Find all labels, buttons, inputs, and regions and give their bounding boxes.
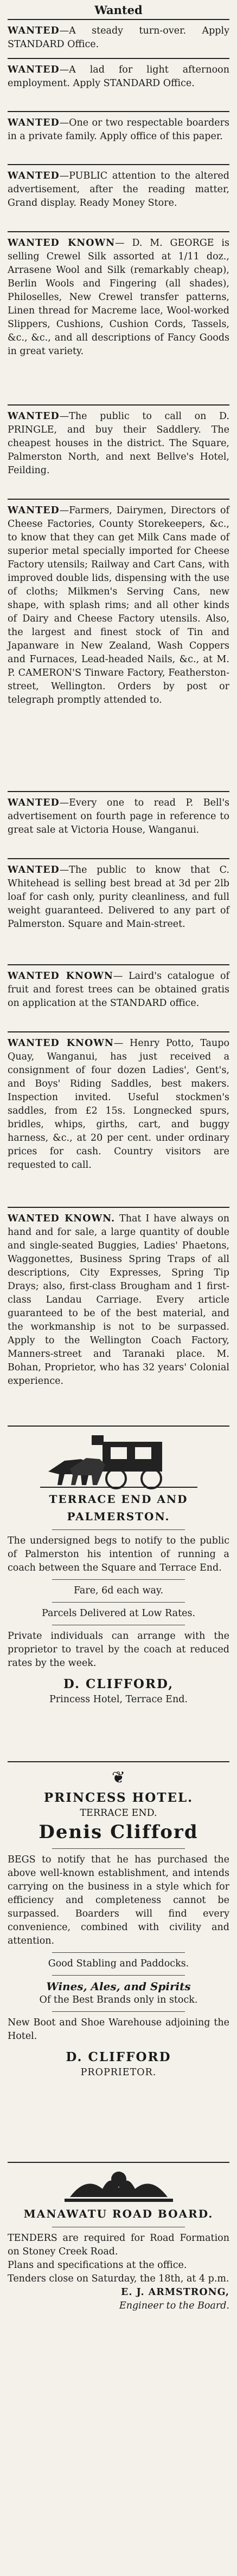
ad-item: WANTED—The public to know that C. Whitehead is selling best bread at 3d per 2lb loaf for cash only, purity cleanliness, and full weight guaranteed. Delivered to any part of Palmerston. Square and Main-street. <box>8 859 229 965</box>
coach-fare: Fare, 6d each way. <box>73 1585 164 1596</box>
ad-item: WANTED—A lad for light afternoon employment. Apply STANDARD Office. <box>8 59 229 112</box>
coach-body: The undersigned begs to notify to the public of Palmerston his intention of running a coach between the Square and Terrace End. <box>8 1535 229 1573</box>
coach-proprietor-name: D. CLIFFORD, <box>63 1677 174 1691</box>
divider <box>52 1602 185 1603</box>
road-board-close: Tenders close on Saturday, the 18th, at 4 p.m. <box>8 2273 229 2284</box>
crest-illustration <box>48 2167 189 2205</box>
wanted-ads <box>8 20 229 1427</box>
divider <box>52 1975 185 1976</box>
ornament-icon: ❦ <box>111 1768 126 1787</box>
divider <box>52 2011 185 2012</box>
ad-item: WANTED—PUBLIC attention to the altered advertisement, after the reading matter, Grand display. Ready Money Store. <box>8 165 229 232</box>
hotel-wines: Wines, Ales, and Spirits <box>46 1980 191 1993</box>
ad-item: WANTED—A steady turn-over. Apply STANDARD Office. <box>8 20 229 59</box>
coach-address: Princess Hotel, Terrace End. <box>49 1694 188 1705</box>
stagecoach-illustration <box>37 1431 200 1490</box>
hotel-footer-title: PROPRIETOR. <box>80 2067 157 2078</box>
hotel-body: BEGS to notify that he has purchased the above well-known establishment, and intends carrying on the business in a style which for efficiency and completeness cannot be surpassed. Boarders will find every convenience, combined with civility and attention. <box>8 1854 229 1946</box>
coach-private: Private individuals can arrange with the proprietor to travel by the coach at reduced rates by the week. <box>8 1631 229 1669</box>
ad-item: WANTED—The public to call on D. PRINGLE, and buy their Saddlery. The cheapest houses in the district. The Square, Palmerston North, and next Bellve's Hotel, Feilding. <box>8 406 229 500</box>
coach-parcels: Parcels Delivered at Low Rates. <box>41 1608 196 1619</box>
road-board-plans: Plans and specifications at the office. <box>8 2260 187 2271</box>
ad-item: WANTED KNOWN. That I have always on hand and for sale, a large quantity of double and single-seated Buggies, Ladies' Phaetons, Waggonettes, Business Spring Traps of all descriptions, City Expresses, Spring Tip Drays; also, first-class Brougham and 1 first-class Landau Carriage. Every article guaranteed to be of the best material, and the workmanship is not to be surpassed. Apply to the Wellington Coach Factory, Manners-street and Taranaki place. M. Bohan, Proprietor, who has 32 years' Colonial experience. <box>8 1208 229 1427</box>
road-board-signer-title: Engineer to the Board. <box>119 2300 229 2311</box>
ad-item: WANTED—Farmers, Dairymen, Directors of Cheese Factories, County Storekeepers, &c., to know that they can get Milk Cans made of superior metal specially imported for Cheese Factory utensils; Railway and Cart Cans, with improved double lids, dispensing with the use of cloths; Milkmen's Serving Cans, new shape, with splash rims; and all other kinds of Dairy and Cheese Factory utensils. Also, the largest and finest stock of Tin and Japanware in New Zealand, Wash Coppers and Furnaces, Lead-headed Nails, &c., at M. P. CAMERON'S Tinware Factory, Featherston-street, Wellington. Orders by post or telegraph promptly attended to. <box>8 500 229 792</box>
road-board-signer: E. J. ARMSTRONG, <box>121 2287 229 2298</box>
divider <box>52 1848 185 1849</box>
ad-item: WANTED—Every one to read P. Bell's advertisement on fourth page in reference to great sale at Victoria House, Wanganui. <box>8 792 229 859</box>
ad-item: WANTED—One or two respectable boarders in a private family. Apply office of this paper. <box>8 112 229 165</box>
divider <box>52 1579 185 1580</box>
ad-item: WANTED KNOWN— Laird's catalogue of fruit and forest trees can be obtained gratis on application at the STANDARD office. <box>8 965 229 1032</box>
hotel-proprietor-name: Denis Clifford <box>39 1821 198 1843</box>
road-board-body: TENDERS are required for Road Formation on Stoney Creek Road. <box>8 2233 229 2257</box>
coach-title: TERRACE END AND PALMERSTON. <box>49 1493 188 1523</box>
road-board-ad <box>8 2163 229 2400</box>
hotel-boots: New Boot and Shoe Warehouse adjoining the Hotel. <box>8 2017 229 2042</box>
hotel-footer-name: D. CLIFFORD <box>66 2050 171 2064</box>
ad-item: WANTED KNOWN— D. M. GEORGE is selling Crewel Silk assorted at 1/11 doz., Arrasene Wool and Silk (remarkably cheap), Berlin Wools and Fingering (all shades), Philoselles, New Crewel transfer patterns, Linen thread for Macreme lace, Wool-worked Slippers, Cushions, Cushion Cords, Tassels, &c., &c., and all descriptions of Fancy Goods in great variety. <box>8 232 229 406</box>
ad-item: WANTED KNOWN— Henry Potto, Taupo Quay, Wanganui, has just received a consignment of four dozen Ladies', Gent's, and Boys' Riding Saddles, best makers. Inspection invited. Useful stockmen's saddles, from £2 15s. Longnecked spurs, bridles, whips, girths, cart, and buggy harness, &c., at 20 per cent. under ordinary prices for cash. Country visitors are requested to call. <box>8 1032 229 1208</box>
road-board-title: MANAWATU ROAD BOARD. <box>23 2207 214 2220</box>
hotel-title: PRINCESS HOTEL. <box>43 1790 194 1805</box>
section-title: Wanted <box>8 0 229 20</box>
divider <box>52 1529 185 1530</box>
hotel-stabling: Good Stabling and Paddocks. <box>48 1958 189 1969</box>
hotel-brands: Of the Best Brands only in stock. <box>39 1995 198 2005</box>
coach-ad <box>8 1427 229 1762</box>
hotel-subtitle: TERRACE END. <box>80 1808 157 1819</box>
divider <box>52 1952 185 1953</box>
hotel-ad <box>8 1762 229 2163</box>
